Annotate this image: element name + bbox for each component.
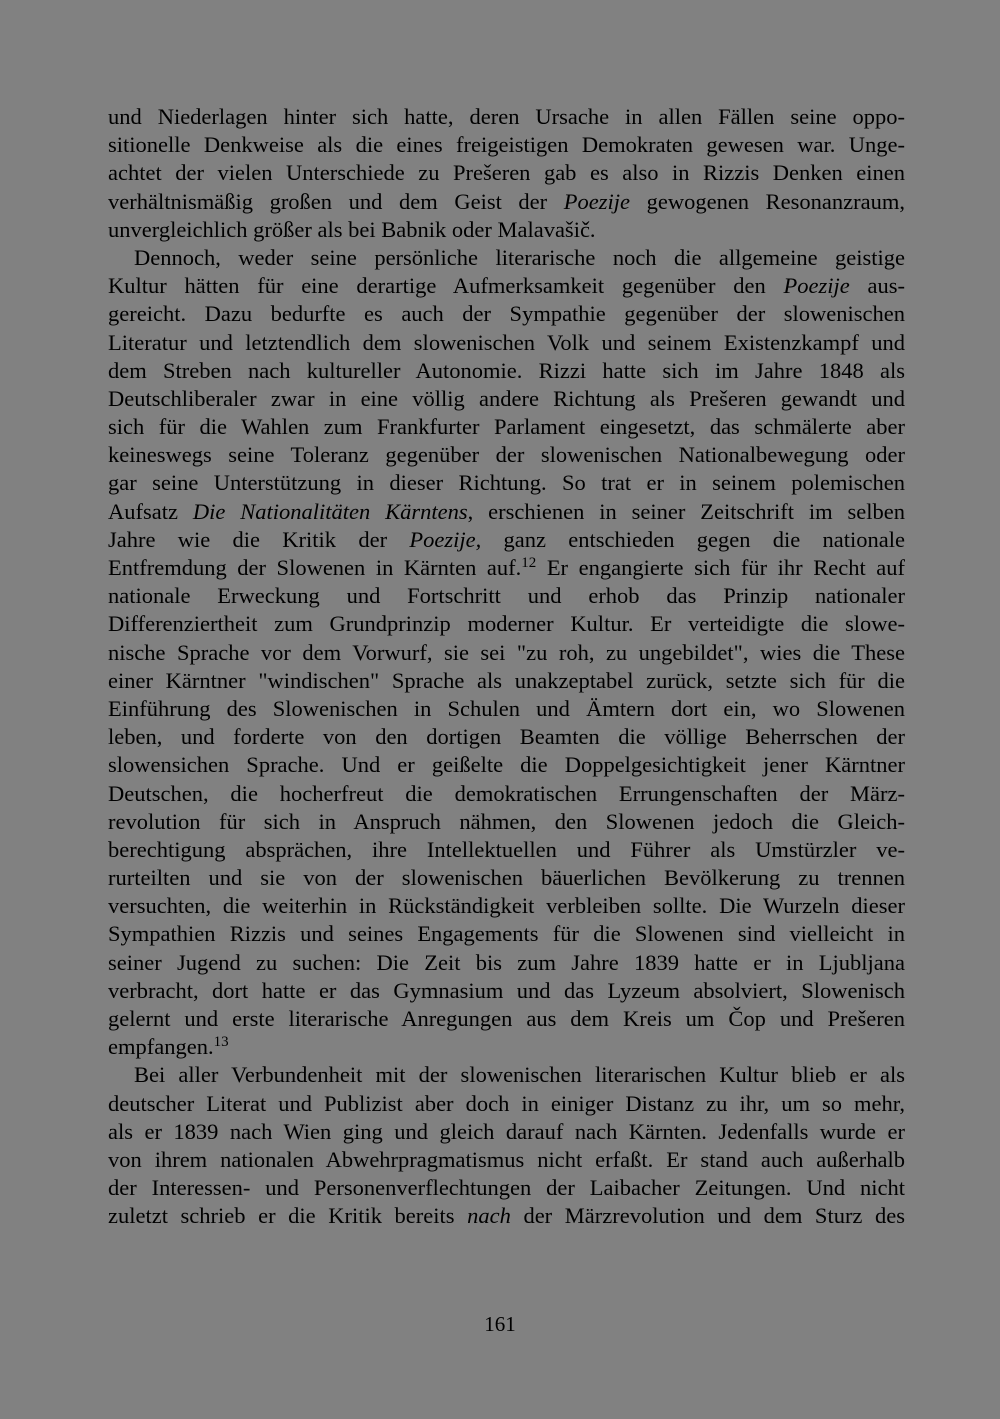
text-line: nationale Erweckung und Fortschritt und erhob das Prinzip nationaler bbox=[108, 583, 905, 609]
text-line: leben, und forderte von den dortigen Beamten die völlige Beherrschen der bbox=[108, 724, 905, 750]
text-line: gereicht. Dazu bedurfte es auch der Sympathie gegenüber der slowenischen bbox=[108, 301, 905, 327]
italic-title: Die Nationalitäten Kärntens bbox=[192, 498, 468, 524]
text-line: Deutschen, die hocherfreut die demokratischen Errungenschaften der März- bbox=[108, 780, 905, 806]
text-line: empfangen.$^{13}$ bbox=[108, 1034, 229, 1060]
text-line: Kultur hätten für eine derartige Aufmerksamkeit gegenüber den Poezije aus- bbox=[108, 273, 905, 299]
text-line: sich für die Wahlen zum Frankfurter Parlament eingesetzt, das schmälerte aber bbox=[108, 414, 905, 440]
text-line: Literatur und letztendlich dem slowenischen Volk und seinem Existenzkampf und bbox=[108, 329, 905, 355]
italic-word: nach bbox=[467, 1203, 511, 1229]
text-line: rurteilten und sie von der slowenischen bäuerlichen Bevölkerung zu trennen bbox=[108, 865, 905, 891]
italic-title: Poezije bbox=[563, 188, 630, 214]
text-line: unvergleichlich größer als bei Babnik oder Malavašič. bbox=[108, 216, 596, 242]
paragraph-first-line: Bei aller Verbundenheit mit der slowenischen literarischen Kultur blieb er als bbox=[134, 1062, 905, 1088]
body-text bbox=[108, 103, 905, 1231]
italic-title: Poezije, bbox=[409, 526, 482, 552]
text-line: achtet der vielen Unterschiede zu Prešeren gab es also in Rizzis Denken einen bbox=[108, 160, 905, 186]
text-line: Einführung des Slowenischen in Schulen und Ämtern dort ein, wo Slowenen bbox=[108, 695, 905, 721]
text-line: verbracht, dort hatte er das Gymnasium und das Lyzeum absolviert, Slowenisch bbox=[108, 977, 905, 1003]
text-line: der Interessen- und Personenverflechtungen der Laibacher Zeitungen. Und nicht bbox=[108, 1175, 905, 1201]
text-line: seiner Jugend zu suchen: Die Zeit bis zum Jahre 1839 hatte er in Ljubljana bbox=[108, 949, 905, 975]
text-line: Sympathien Rizzis und seines Engagements für die Slowenen sind vielleicht in bbox=[108, 921, 905, 947]
text-line: verhältnismäßig großen und dem Geist der Poezije gewogenen Resonanzraum, bbox=[108, 188, 905, 214]
text-line: Jahre wie die Kritik der Poezije, ganz entschieden gegen die nationale bbox=[108, 526, 905, 552]
text-line: keineswegs seine Toleranz gegenüber der slowenischen Nationalbewegung oder bbox=[108, 442, 905, 468]
italic-title: Poezije bbox=[783, 273, 850, 299]
text-line: nische Sprache vor dem Vorwurf, sie sei "zu roh, zu ungebildet", wies die These bbox=[108, 639, 905, 665]
paragraph-first-line: Dennoch, weder seine persönliche literarische noch die allgemeine geistige bbox=[134, 244, 905, 270]
page-number: 161 bbox=[484, 1312, 516, 1336]
text-line: deutscher Literat und Publizist aber doch in einiger Distanz zu ihr, um so mehr, bbox=[108, 1090, 905, 1116]
text-line: von ihrem nationalen Abwehrpragmatismus nicht erfaßt. Er stand auch außerhalb bbox=[108, 1146, 905, 1172]
text-line: einer Kärntner "windischen" Sprache als unakzeptabel zurück, setzte sich für die bbox=[108, 667, 905, 693]
footnote-ref: 13 bbox=[213, 1034, 229, 1051]
text-line: versuchten, die weiterhin in Rückständigkeit verbleiben sollte. Die Wurzeln dieser bbox=[108, 893, 905, 919]
text-line: als er 1839 nach Wien ging und gleich darauf nach Kärnten. Jedenfalls wurde er bbox=[108, 1118, 905, 1144]
text-line: Entfremdung der Slowenen in Kärnten auf.$^{12}$ Er engangierte sich für ihr Recht auf bbox=[108, 555, 905, 580]
text-line: gar seine Unterstützung in dieser Richtung. So trat er in seinem polemischen bbox=[108, 470, 905, 496]
text-line: und Niederlagen hinter sich hatte, deren Ursache in allen Fällen seine oppo- bbox=[108, 104, 905, 129]
text-line: Deutschliberaler zwar in eine völlig andere Richtung als Prešeren gewandt und bbox=[108, 385, 905, 411]
footnote-ref: 12 bbox=[521, 555, 537, 571]
text-line: gelernt und erste literarische Anregungen aus dem Kreis um Čop und Prešeren bbox=[108, 1006, 905, 1031]
text-line: Aufsatz Die Nationalitäten Kärntens, erschienen in seiner Zeitschrift im selben bbox=[108, 498, 905, 524]
text-line: sitionelle Denkweise als die eines freigeistigen Demokraten gewesen war. Unge- bbox=[108, 132, 905, 158]
text-line: revolution für sich in Anspruch nähmen, den Slowenen jedoch die Gleich- bbox=[108, 808, 905, 834]
text-line: zuletzt schrieb er die Kritik bereits nach der Märzrevolution und dem Sturz des bbox=[108, 1203, 905, 1229]
text-line: Differenziertheit zum Grundprinzip moderner Kultur. Er verteidigte die slowe- bbox=[108, 611, 905, 637]
text-line: berechtigung absprächen, ihre Intellektuellen und Führer als Umstürzler ve- bbox=[108, 836, 905, 862]
text-line: slowensichen Sprache. Und er geißelte die Doppelgesichtigkeit jener Kärntner bbox=[108, 752, 905, 778]
text-line: dem Streben nach kultureller Autonomie. Rizzi hatte sich im Jahre 1848 als bbox=[108, 357, 905, 383]
